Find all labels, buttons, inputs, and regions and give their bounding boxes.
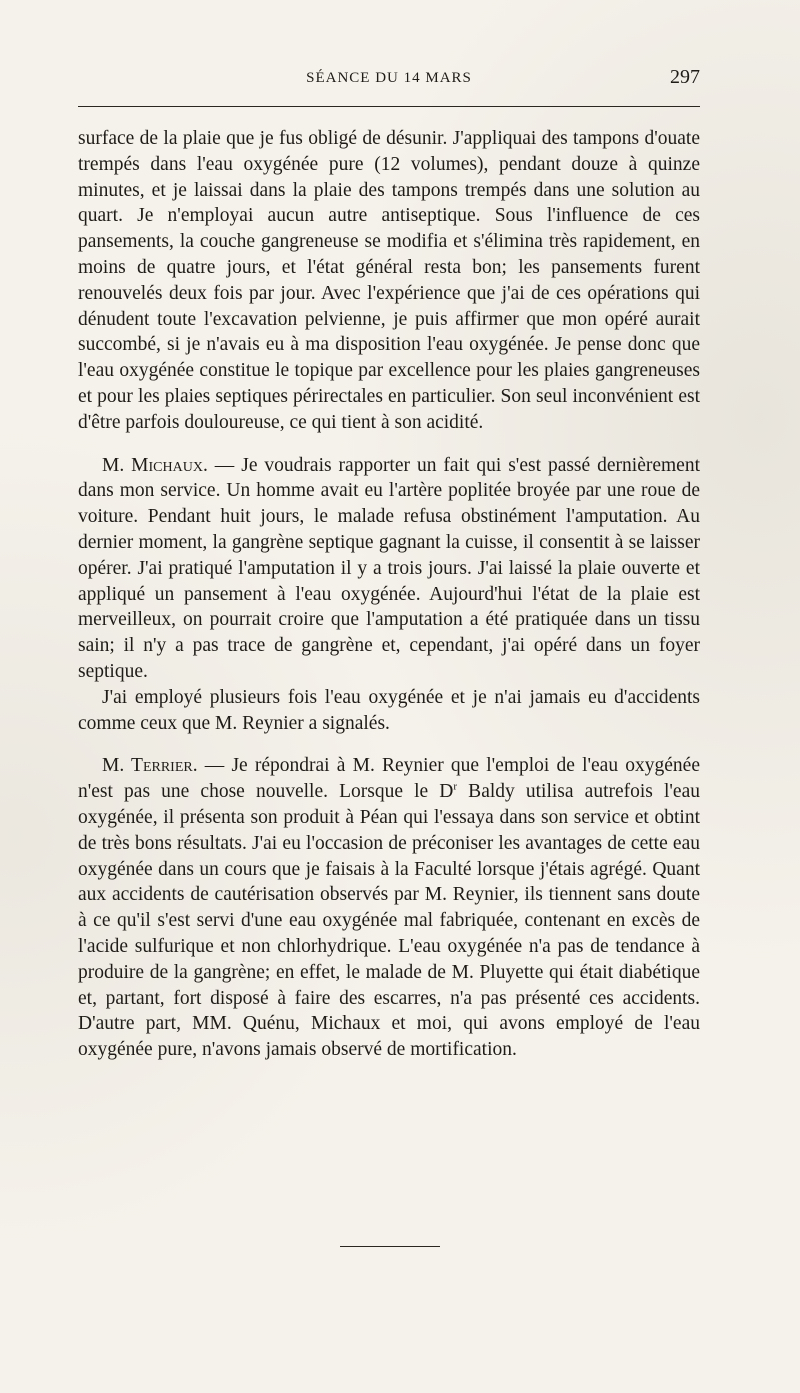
end-rule bbox=[340, 1246, 440, 1247]
header-rule bbox=[78, 106, 700, 107]
paragraph-terrier bbox=[78, 753, 700, 1063]
terrier-remark-part-2: Baldy utilisa autrefois l'eau oxygénée, il présenta son produit à Péan qui l'essaya dans son service et obtint de très bons résultats. J'ai eu l'occasion de préconiser les avantages de cette eau oxygénée dans un cours que je faisais à la Faculté lorsque j'étais agrégé. Quant aux accidents de cautérisation observés par M. Reynier, ils tiennent sans doute à ce qu'il s'est servi d'une eau oxygénée mal fabriquée, contenant en excès de l'acide sulfurique et non chlorhydrique. L'eau oxygénée n'a pas de tendance à produire de la gangrène; en effet, le malade de M. Pluyette qui était diabétique et, partant, fort disposé à faire des escarres, n'a pas présenté ces accidents. D'autre part, MM. Quénu, Michaux et moi, qui avons employé de l'eau oxygénée pure, n'avons jamais observé de mortification. bbox=[78, 781, 700, 1061]
page-number: 297 bbox=[670, 66, 700, 88]
paragraph-michaux bbox=[78, 453, 700, 685]
terrier-remark-part-1: — Je répondrai à M. Reynier que l'emploi de l'eau oxygénée n'est pas une chose nouvelle. Lorsque le D bbox=[78, 755, 700, 803]
michaux-remark: — Je voudrais rapporter un fait qui s'est passé dernièrement dans mon service. Un homme avait eu l'artère poplitée broyée par une roue de voiture. Pendant huit jours, le malade refusa obstinément l'amputation. Au dernier moment, la gangrène septique gagnant la cuisse, il consentit à se laisser opérer. J'ai pratiqué l'amputation il y a trois jours. J'ai laissé la plaie ouverte et appliqué un pansement à l'eau oxygénée. Aujourd'hui l'état de la plaie est merveilleux, on pourrait croire que l'amputation a été pratiquée dans un tissu sain; il n'y a pas trace de gangrène et, cependant, j'ai opéré dans un foyer septique. bbox=[78, 454, 700, 682]
doctor-abbrev-superscript: r bbox=[453, 780, 458, 793]
paragraph-michaux-followup: J'ai employé plusieurs fois l'eau oxygénée et je n'ai jamais eu d'accidents comme ceux que M. Reynier a signalés. bbox=[78, 686, 700, 734]
running-head: SÉANCE DU 14 MARS bbox=[306, 70, 472, 86]
speaker-terrier: M. Terrier. bbox=[102, 755, 198, 777]
page-header bbox=[78, 66, 700, 96]
body-text bbox=[78, 126, 700, 1063]
speaker-michaux: M. Michaux. bbox=[102, 454, 208, 476]
paragraph-continuation: surface de la plaie que je fus obligé de désunir. J'appliquai des tampons d'ouate trempés dans l'eau oxygénée pure (12 volumes), pendant douze à quinze minutes, et je laissai dans la plaie des tampons trempés dans une solution au quart. Je n'employai aucun autre antiseptique. Sous l'influence de ces pansements, la couche gangreneuse se modifia et s'élimina très rapidement, en moins de quatre jours, et l'état général resta bon; les pansements furent renouvelés deux fois par jour. Avec l'expérience que j'ai de ces opérations qui dénudent toute l'excavation pelvienne, je puis affirmer que mon opéré aurait succombé, si je n'avais eu à ma disposition l'eau oxygénée. Je pense donc que l'eau oxygénée constitue le topique par excellence pour les plaies gangreneuses et pour les plaies septiques périrectales en particulier. Son seul inconvénient est d'être parfois douloureuse, ce qui tient à son acidité. bbox=[78, 128, 700, 433]
